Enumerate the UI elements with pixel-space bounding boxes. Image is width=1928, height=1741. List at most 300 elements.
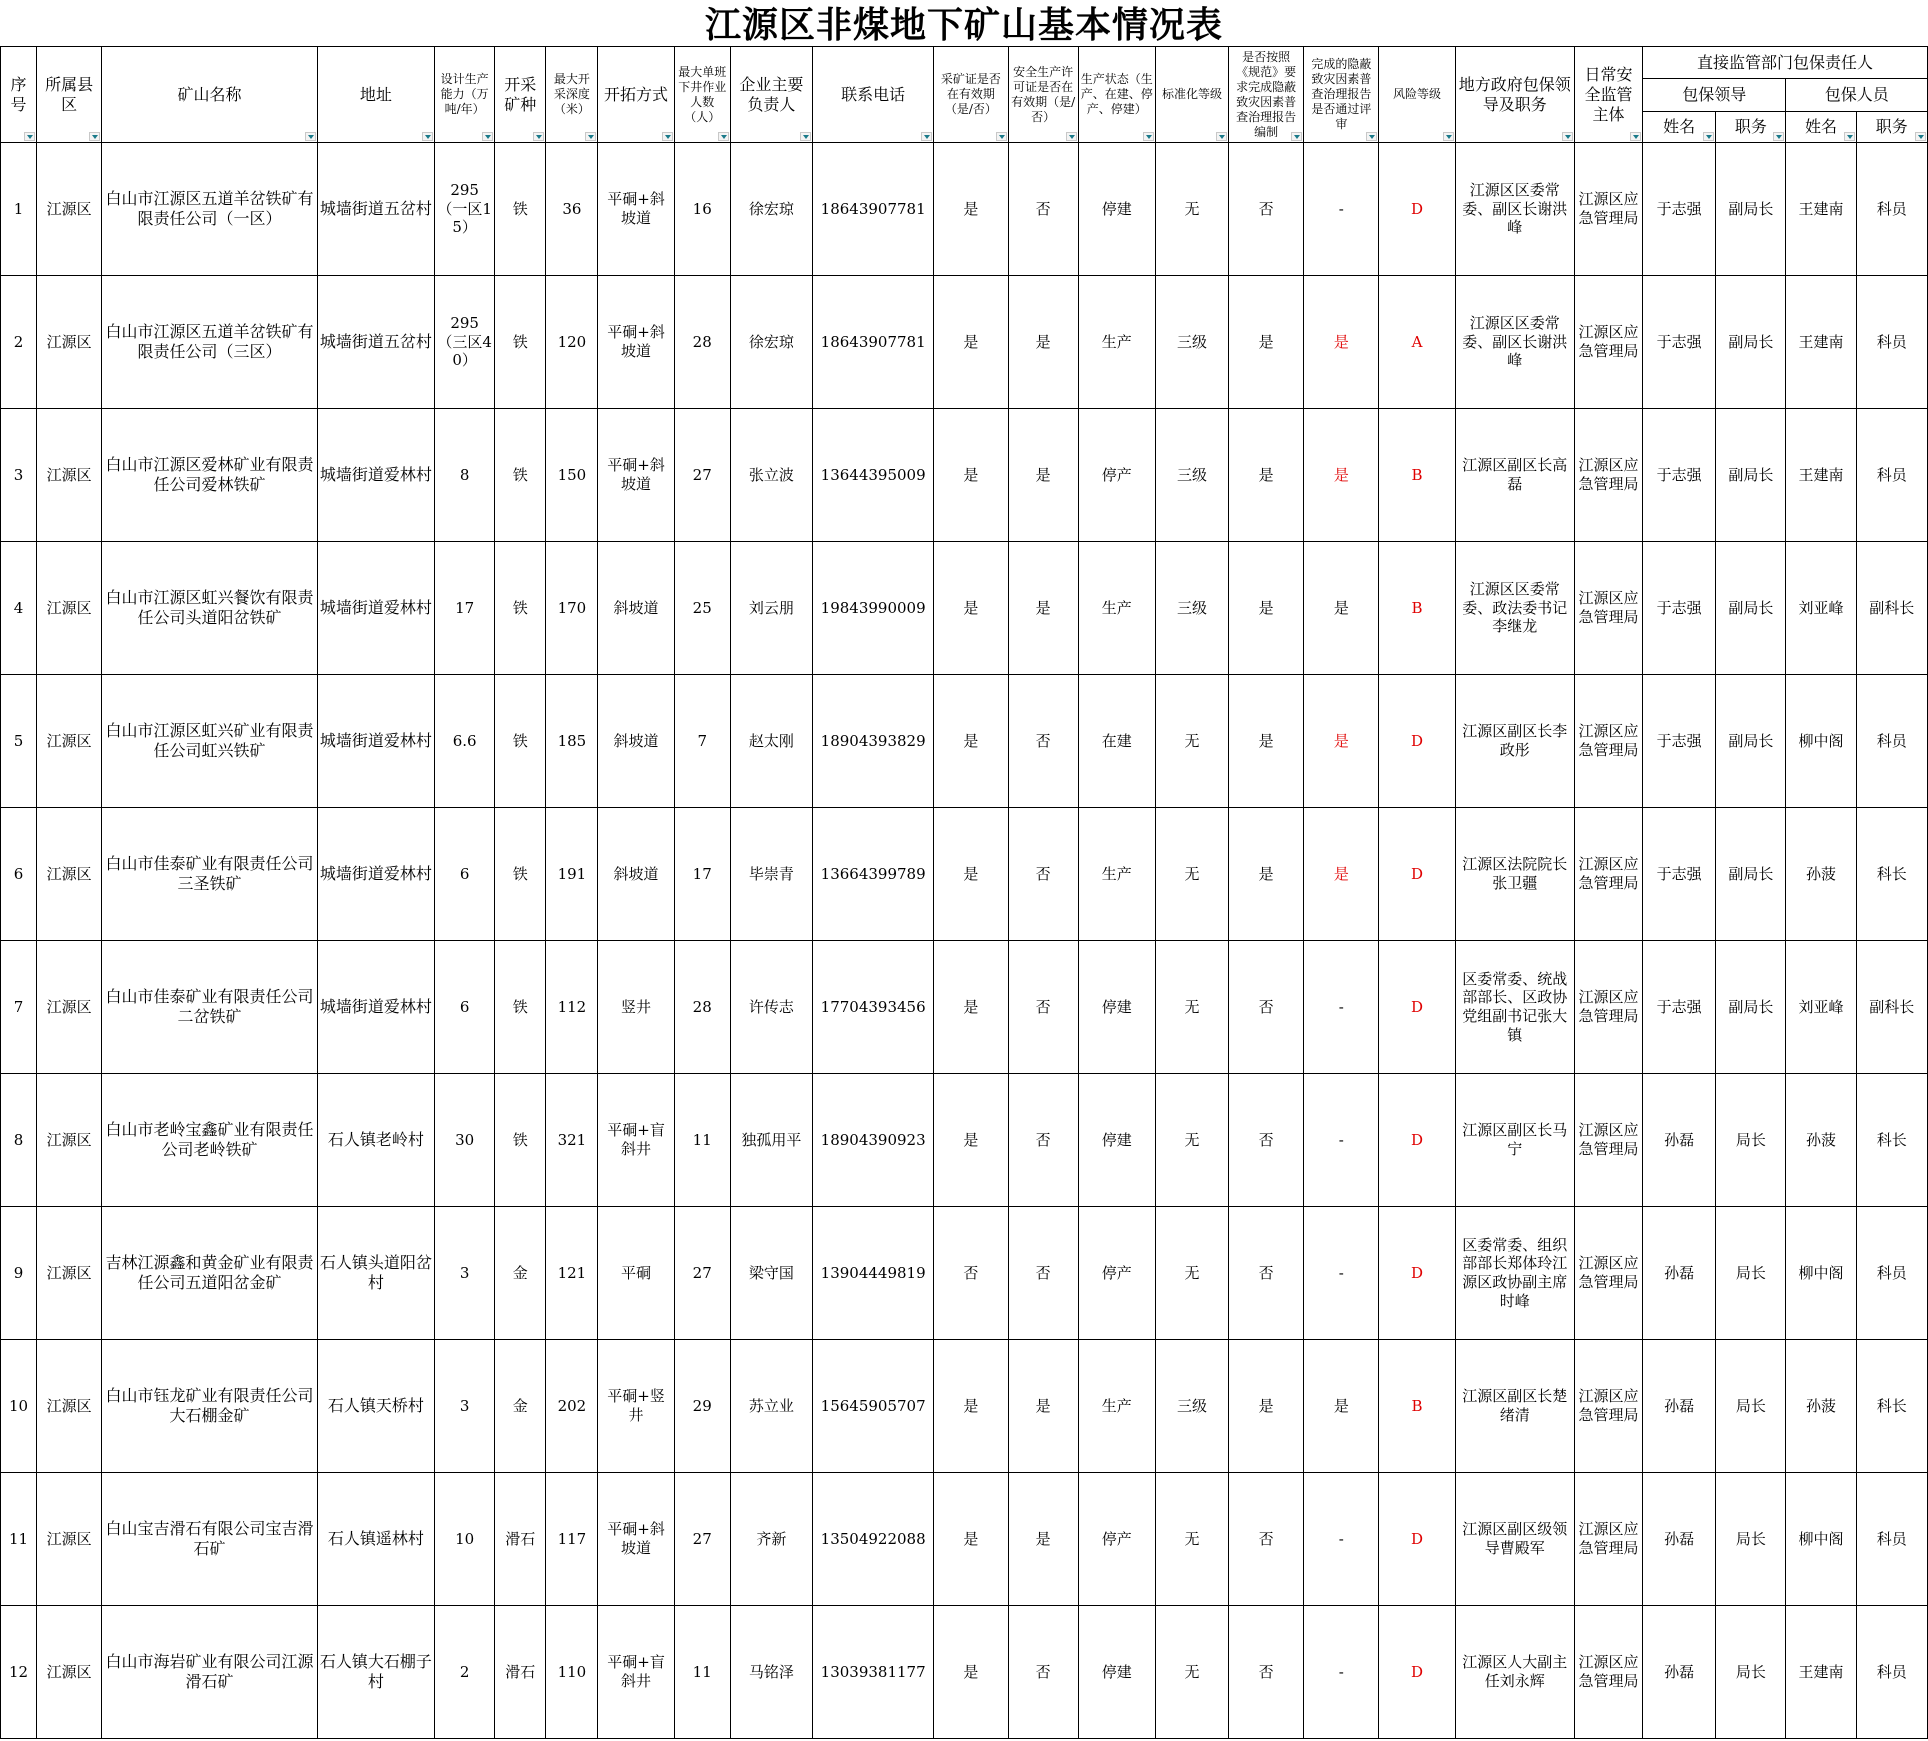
- cell-daily-safety: 江源区应急管理局: [1574, 409, 1642, 542]
- cell-staff-post: 科员: [1856, 409, 1927, 542]
- cell-review: 是: [1304, 808, 1379, 941]
- cell-daily-safety: 江源区应急管理局: [1574, 1606, 1642, 1739]
- cell-mineral: 铁: [495, 143, 546, 276]
- cell-safety-license: 否: [1008, 1606, 1078, 1739]
- cell-daily-safety: 江源区应急管理局: [1574, 808, 1642, 941]
- filter-dropdown-icon[interactable]: [305, 132, 316, 141]
- cell-status: 生产: [1078, 808, 1155, 941]
- cell-gov-leader: 江源区副区长高磊: [1455, 409, 1574, 542]
- cell-staff-name: 王建南: [1786, 1606, 1856, 1739]
- filter-dropdown-icon[interactable]: [1630, 132, 1641, 141]
- cell-status: 停产: [1078, 1207, 1155, 1340]
- cell-county: 江源区: [37, 409, 102, 542]
- header-leader-name: 姓名: [1643, 112, 1716, 143]
- cell-risk: D: [1379, 143, 1455, 276]
- filter-dropdown-icon[interactable]: [800, 132, 811, 141]
- cell-leader-name: 于志强: [1643, 808, 1716, 941]
- filter-dropdown-icon[interactable]: [89, 132, 100, 141]
- table-row: [1, 409, 1928, 542]
- header-mine-name: 矿山名称: [102, 47, 318, 143]
- cell-mineral: 铁: [495, 409, 546, 542]
- cell-seq: 11: [1, 1473, 37, 1606]
- cell-gov-leader: 江源区副区长李政彤: [1455, 675, 1574, 808]
- header-phone: 联系电话: [813, 47, 934, 143]
- cell-risk: D: [1379, 1207, 1455, 1340]
- cell-hidden-hazard: 是: [1229, 409, 1304, 542]
- cell-phone: 15645905707: [813, 1340, 934, 1473]
- cell-review: 是: [1304, 276, 1379, 409]
- table-body: [1, 143, 1928, 1739]
- cell-leader-post: 副局长: [1716, 409, 1786, 542]
- cell-staff-post: 科员: [1856, 1473, 1927, 1606]
- table-row: [1, 276, 1928, 409]
- cell-standard: 无: [1155, 808, 1228, 941]
- filter-dropdown-icon[interactable]: [1915, 132, 1926, 141]
- cell-hidden-hazard: 否: [1229, 143, 1304, 276]
- cell-hidden-hazard: 否: [1229, 1074, 1304, 1207]
- filter-dropdown-icon[interactable]: [921, 132, 932, 141]
- filter-dropdown-icon[interactable]: [718, 132, 729, 141]
- cell-hidden-hazard: 是: [1229, 542, 1304, 675]
- cell-safety-license: 否: [1008, 675, 1078, 808]
- cell-review: -: [1304, 143, 1379, 276]
- cell-status: 生产: [1078, 542, 1155, 675]
- cell-capacity: 295（三区40）: [435, 276, 495, 409]
- cell-review: 是: [1304, 409, 1379, 542]
- header-seq: 序号: [1, 47, 37, 143]
- cell-daily-safety: 江源区应急管理局: [1574, 1074, 1642, 1207]
- cell-seq: 1: [1, 143, 37, 276]
- cell-seq: 7: [1, 941, 37, 1074]
- cell-review: -: [1304, 941, 1379, 1074]
- cell-capacity: 6: [435, 808, 495, 941]
- cell-gov-leader: 江源区副区长马宁: [1455, 1074, 1574, 1207]
- cell-mine-name: 白山市老岭宝鑫矿业有限责任公司老岭铁矿: [102, 1074, 318, 1207]
- cell-seq: 8: [1, 1074, 37, 1207]
- cell-mine-name: 白山市江源区虹兴矿业有限责任公司虹兴铁矿: [102, 675, 318, 808]
- cell-gov-leader: 江源区区委常委、政法委书记李继龙: [1455, 542, 1574, 675]
- cell-risk: D: [1379, 1473, 1455, 1606]
- cell-standard: 三级: [1155, 1340, 1228, 1473]
- cell-mineral: 滑石: [495, 1606, 546, 1739]
- cell-method: 平硐+斜坡道: [598, 1473, 674, 1606]
- cell-standard: 无: [1155, 941, 1228, 1074]
- cell-gov-leader: 江源区副区级领导曹殿军: [1455, 1473, 1574, 1606]
- cell-hidden-hazard: 否: [1229, 1473, 1304, 1606]
- cell-risk: A: [1379, 276, 1455, 409]
- header-gov-leader: 地方政府包保领导及职务: [1455, 47, 1574, 143]
- cell-mineral: 铁: [495, 276, 546, 409]
- cell-staff-name: 王建南: [1786, 276, 1856, 409]
- cell-method: 斜坡道: [598, 808, 674, 941]
- header-status: 生产状态（生产、在建、停产、停建）: [1078, 47, 1155, 143]
- cell-seq: 6: [1, 808, 37, 941]
- cell-leader-name: 孙磊: [1643, 1606, 1716, 1739]
- cell-phone: 13504922088: [813, 1473, 934, 1606]
- cell-mineral: 铁: [495, 1074, 546, 1207]
- cell-mine-name: 白山市江源区五道羊岔铁矿有限责任公司（一区）: [102, 143, 318, 276]
- cell-leader-post: 局长: [1716, 1473, 1786, 1606]
- filter-dropdown-icon[interactable]: [1216, 132, 1227, 141]
- cell-mineral: 铁: [495, 808, 546, 941]
- cell-phone: 18643907781: [813, 276, 934, 409]
- cell-status: 生产: [1078, 1340, 1155, 1473]
- cell-leader-name: 孙磊: [1643, 1074, 1716, 1207]
- cell-mining-license: 否: [934, 1207, 1008, 1340]
- cell-risk: D: [1379, 941, 1455, 1074]
- cell-leader-post: 副局长: [1716, 941, 1786, 1074]
- cell-daily-safety: 江源区应急管理局: [1574, 542, 1642, 675]
- mines-table: [0, 46, 1928, 1739]
- cell-seq: 5: [1, 675, 37, 808]
- page-title: 江源区非煤地下矿山基本情况表: [704, 4, 1223, 46]
- cell-principal: 毕崇青: [730, 808, 812, 941]
- cell-mine-name: 白山市江源区爱林矿业有限责任公司爱林铁矿: [102, 409, 318, 542]
- cell-mineral: 金: [495, 1207, 546, 1340]
- cell-mining-license: 是: [934, 808, 1008, 941]
- cell-staff-name: 柳中阁: [1786, 1207, 1856, 1340]
- cell-phone: 18904390923: [813, 1074, 934, 1207]
- cell-address: 石人镇老岭村: [317, 1074, 434, 1207]
- cell-mineral: 铁: [495, 675, 546, 808]
- cell-staff-post: 科长: [1856, 1074, 1927, 1207]
- cell-phone: 13644395009: [813, 409, 934, 542]
- cell-hidden-hazard: 否: [1229, 1606, 1304, 1739]
- cell-workers: 16: [674, 143, 730, 276]
- cell-daily-safety: 江源区应急管理局: [1574, 276, 1642, 409]
- cell-mining-license: 是: [934, 1074, 1008, 1207]
- cell-mine-name: 白山市钰龙矿业有限责任公司大石棚金矿: [102, 1340, 318, 1473]
- cell-status: 生产: [1078, 276, 1155, 409]
- cell-workers: 27: [674, 409, 730, 542]
- cell-workers: 11: [674, 1606, 730, 1739]
- cell-gov-leader: 江源区副区长楚绪清: [1455, 1340, 1574, 1473]
- filter-dropdown-icon[interactable]: [1066, 132, 1077, 141]
- cell-staff-post: 副科长: [1856, 542, 1927, 675]
- filter-dropdown-icon[interactable]: [1291, 132, 1302, 141]
- cell-gov-leader: 区委常委、组织部部长郑体玲江源区政协副主席时峰: [1455, 1207, 1574, 1340]
- cell-principal: 刘云朋: [730, 542, 812, 675]
- filter-dropdown-icon[interactable]: [1366, 132, 1377, 141]
- cell-principal: 许传志: [730, 941, 812, 1074]
- cell-staff-post: 科员: [1856, 1606, 1927, 1739]
- cell-address: 城墙街道爱林村: [317, 409, 434, 542]
- cell-mineral: 铁: [495, 941, 546, 1074]
- cell-status: 停建: [1078, 143, 1155, 276]
- cell-staff-post: 科员: [1856, 675, 1927, 808]
- header-workers: 最大单班下井作业人数（人）: [674, 47, 730, 143]
- cell-gov-leader: 江源区法院院长张卫疆: [1455, 808, 1574, 941]
- cell-staff-post: 科长: [1856, 1340, 1927, 1473]
- cell-staff-post: 副科长: [1856, 941, 1927, 1074]
- cell-phone: 17704393456: [813, 941, 934, 1074]
- cell-leader-post: 局长: [1716, 1606, 1786, 1739]
- cell-depth: 112: [546, 941, 598, 1074]
- cell-staff-post: 科员: [1856, 143, 1927, 276]
- cell-status: 停产: [1078, 1473, 1155, 1606]
- cell-mining-license: 是: [934, 276, 1008, 409]
- cell-depth: 150: [546, 409, 598, 542]
- cell-hidden-hazard: 是: [1229, 276, 1304, 409]
- filter-dropdown-icon[interactable]: [1443, 132, 1454, 141]
- cell-county: 江源区: [37, 808, 102, 941]
- cell-workers: 7: [674, 675, 730, 808]
- cell-workers: 27: [674, 1473, 730, 1606]
- cell-depth: 185: [546, 675, 598, 808]
- header-review: 完成的隐蔽致灾因素普查治理报告是否通过评审: [1304, 47, 1379, 143]
- filter-dropdown-icon[interactable]: [1143, 132, 1154, 141]
- cell-leader-name: 于志强: [1643, 542, 1716, 675]
- cell-principal: 马铭泽: [730, 1606, 812, 1739]
- filter-dropdown-icon[interactable]: [585, 132, 596, 141]
- filter-dropdown-icon[interactable]: [1844, 132, 1855, 141]
- cell-safety-license: 是: [1008, 276, 1078, 409]
- cell-status: 停建: [1078, 1606, 1155, 1739]
- cell-mineral: 滑石: [495, 1473, 546, 1606]
- cell-county: 江源区: [37, 143, 102, 276]
- cell-leader-post: 局长: [1716, 1074, 1786, 1207]
- cell-review: -: [1304, 1074, 1379, 1207]
- cell-depth: 170: [546, 542, 598, 675]
- cell-leader-name: 于志强: [1643, 276, 1716, 409]
- cell-risk: D: [1379, 1074, 1455, 1207]
- header-depth: 最大开采深度（米）: [546, 47, 598, 143]
- header-principal: 企业主要负责人: [730, 47, 812, 143]
- filter-dropdown-icon[interactable]: [1703, 132, 1714, 141]
- cell-principal: 张立波: [730, 409, 812, 542]
- cell-staff-post: 科长: [1856, 808, 1927, 941]
- header-mineral: 开采矿种: [495, 47, 546, 143]
- cell-mining-license: 是: [934, 1473, 1008, 1606]
- cell-staff-post: 科员: [1856, 276, 1927, 409]
- cell-capacity: 8: [435, 409, 495, 542]
- header-safety-license: 安全生产许可证是否在有效期（是/否）: [1008, 47, 1078, 143]
- cell-mineral: 铁: [495, 542, 546, 675]
- cell-leader-name: 于志强: [1643, 143, 1716, 276]
- cell-depth: 202: [546, 1340, 598, 1473]
- filter-dropdown-icon[interactable]: [662, 132, 673, 141]
- cell-review: -: [1304, 1473, 1379, 1606]
- cell-leader-name: 孙磊: [1643, 1207, 1716, 1340]
- cell-hidden-hazard: 否: [1229, 1207, 1304, 1340]
- cell-staff-name: 柳中阁: [1786, 675, 1856, 808]
- cell-phone: 18904393829: [813, 675, 934, 808]
- cell-principal: 独孤用平: [730, 1074, 812, 1207]
- cell-seq: 9: [1, 1207, 37, 1340]
- cell-gov-leader: 区委常委、统战部部长、区政协党组副书记张大镇: [1455, 941, 1574, 1074]
- cell-seq: 2: [1, 276, 37, 409]
- cell-mining-license: 是: [934, 143, 1008, 276]
- cell-risk: D: [1379, 675, 1455, 808]
- filter-dropdown-icon[interactable]: [996, 132, 1007, 141]
- header-bao-staff: 包保人员: [1786, 79, 1928, 112]
- cell-status: 在建: [1078, 675, 1155, 808]
- cell-workers: 27: [674, 1207, 730, 1340]
- cell-county: 江源区: [37, 1473, 102, 1606]
- cell-review: 是: [1304, 1340, 1379, 1473]
- cell-seq: 12: [1, 1606, 37, 1739]
- cell-method: 平硐+斜坡道: [598, 143, 674, 276]
- table-row: [1, 1074, 1928, 1207]
- cell-hidden-hazard: 是: [1229, 808, 1304, 941]
- header-method: 开拓方式: [598, 47, 674, 143]
- table-row: [1, 808, 1928, 941]
- cell-leader-post: 局长: [1716, 1207, 1786, 1340]
- cell-leader-name: 孙磊: [1643, 1473, 1716, 1606]
- table-row: [1, 1340, 1928, 1473]
- cell-workers: 25: [674, 542, 730, 675]
- cell-hidden-hazard: 是: [1229, 675, 1304, 808]
- cell-daily-safety: 江源区应急管理局: [1574, 1207, 1642, 1340]
- cell-mine-name: 白山市海岩矿业有限公司江源滑石矿: [102, 1606, 318, 1739]
- table-row: [1, 675, 1928, 808]
- cell-safety-license: 是: [1008, 1340, 1078, 1473]
- cell-address: 城墙街道五岔村: [317, 276, 434, 409]
- cell-hidden-hazard: 否: [1229, 941, 1304, 1074]
- cell-risk: D: [1379, 1606, 1455, 1739]
- filter-dropdown-icon[interactable]: [482, 132, 493, 141]
- cell-staff-name: 柳中阁: [1786, 1473, 1856, 1606]
- cell-standard: 三级: [1155, 409, 1228, 542]
- cell-county: 江源区: [37, 1074, 102, 1207]
- header-capacity: 设计生产能力（万吨/年）: [435, 47, 495, 143]
- cell-method: 平硐+斜坡道: [598, 276, 674, 409]
- cell-phone: 13664399789: [813, 808, 934, 941]
- cell-review: 是: [1304, 542, 1379, 675]
- cell-depth: 121: [546, 1207, 598, 1340]
- cell-county: 江源区: [37, 276, 102, 409]
- cell-standard: 无: [1155, 1606, 1228, 1739]
- cell-depth: 321: [546, 1074, 598, 1207]
- cell-method: 平硐: [598, 1207, 674, 1340]
- cell-staff-name: 孙菠: [1786, 1340, 1856, 1473]
- cell-address: 城墙街道爱林村: [317, 542, 434, 675]
- header-standard: 标准化等级: [1155, 47, 1228, 143]
- table-row: [1, 1606, 1928, 1739]
- header-bao-leader: 包保领导: [1643, 79, 1786, 112]
- cell-standard: 无: [1155, 1074, 1228, 1207]
- cell-leader-post: 副局长: [1716, 542, 1786, 675]
- cell-staff-post: 科员: [1856, 1207, 1927, 1340]
- header-leader-post: 职务: [1716, 112, 1786, 143]
- cell-address: 石人镇大石棚子村: [317, 1606, 434, 1739]
- cell-county: 江源区: [37, 941, 102, 1074]
- cell-address: 城墙街道爱林村: [317, 941, 434, 1074]
- cell-risk: B: [1379, 1340, 1455, 1473]
- cell-status: 停建: [1078, 1074, 1155, 1207]
- cell-phone: 13904449819: [813, 1207, 934, 1340]
- header-staff-post: 职务: [1856, 112, 1927, 143]
- cell-depth: 191: [546, 808, 598, 941]
- header-mining-license: 采矿证是否在有效期（是/否）: [934, 47, 1008, 143]
- cell-standard: 三级: [1155, 542, 1228, 675]
- cell-capacity: 3: [435, 1207, 495, 1340]
- header-hidden-hazard: 是否按照《规范》要求完成隐蔽致灾因素普查治理报告编制: [1229, 47, 1304, 143]
- cell-seq: 10: [1, 1340, 37, 1473]
- cell-daily-safety: 江源区应急管理局: [1574, 1340, 1642, 1473]
- header-staff-name: 姓名: [1786, 112, 1856, 143]
- cell-leader-post: 副局长: [1716, 276, 1786, 409]
- cell-method: 平硐+竖井: [598, 1340, 674, 1473]
- cell-review: -: [1304, 1207, 1379, 1340]
- table-row: [1, 143, 1928, 276]
- cell-risk: D: [1379, 808, 1455, 941]
- cell-address: 石人镇头道阳岔村: [317, 1207, 434, 1340]
- cell-principal: 徐宏琼: [730, 276, 812, 409]
- cell-daily-safety: 江源区应急管理局: [1574, 143, 1642, 276]
- cell-staff-name: 孙菠: [1786, 1074, 1856, 1207]
- cell-safety-license: 否: [1008, 941, 1078, 1074]
- filter-dropdown-icon[interactable]: [1773, 132, 1784, 141]
- cell-gov-leader: 江源区区委常委、副区长谢洪峰: [1455, 276, 1574, 409]
- cell-method: 斜坡道: [598, 542, 674, 675]
- header-risk: 风险等级: [1379, 47, 1455, 143]
- cell-county: 江源区: [37, 1606, 102, 1739]
- filter-dropdown-icon[interactable]: [24, 132, 35, 141]
- cell-address: 石人镇遥林村: [317, 1473, 434, 1606]
- cell-mining-license: 是: [934, 1606, 1008, 1739]
- filter-dropdown-icon[interactable]: [1562, 132, 1573, 141]
- cell-workers: 28: [674, 941, 730, 1074]
- cell-safety-license: 是: [1008, 1473, 1078, 1606]
- cell-seq: 4: [1, 542, 37, 675]
- cell-phone: 18643907781: [813, 143, 934, 276]
- cell-gov-leader: 江源区人大副主任刘永辉: [1455, 1606, 1574, 1739]
- filter-dropdown-icon[interactable]: [533, 132, 544, 141]
- cell-mineral: 金: [495, 1340, 546, 1473]
- cell-principal: 徐宏琼: [730, 143, 812, 276]
- cell-daily-safety: 江源区应急管理局: [1574, 675, 1642, 808]
- cell-leader-name: 于志强: [1643, 675, 1716, 808]
- cell-staff-name: 王建南: [1786, 409, 1856, 542]
- cell-hidden-hazard: 是: [1229, 1340, 1304, 1473]
- header-daily-safety: 日常安全监管主体: [1574, 47, 1642, 143]
- cell-mine-name: 白山市佳泰矿业有限责任公司二岔铁矿: [102, 941, 318, 1074]
- table-row: [1, 542, 1928, 675]
- cell-workers: 11: [674, 1074, 730, 1207]
- cell-staff-name: 孙菠: [1786, 808, 1856, 941]
- cell-address: 城墙街道爱林村: [317, 675, 434, 808]
- cell-standard: 无: [1155, 675, 1228, 808]
- cell-depth: 120: [546, 276, 598, 409]
- cell-mine-name: 白山市佳泰矿业有限责任公司三圣铁矿: [102, 808, 318, 941]
- cell-phone: 19843990009: [813, 542, 934, 675]
- cell-safety-license: 否: [1008, 1074, 1078, 1207]
- cell-address: 石人镇天桥村: [317, 1340, 434, 1473]
- cell-standard: 无: [1155, 143, 1228, 276]
- cell-principal: 齐新: [730, 1473, 812, 1606]
- cell-staff-name: 刘亚峰: [1786, 542, 1856, 675]
- header-address: 地址: [317, 47, 434, 143]
- cell-safety-license: 是: [1008, 409, 1078, 542]
- cell-depth: 36: [546, 143, 598, 276]
- cell-safety-license: 否: [1008, 1207, 1078, 1340]
- cell-mining-license: 是: [934, 941, 1008, 1074]
- cell-standard: 无: [1155, 1207, 1228, 1340]
- header-county: 所属县区: [37, 47, 102, 143]
- cell-principal: 赵太刚: [730, 675, 812, 808]
- cell-county: 江源区: [37, 1207, 102, 1340]
- cell-review: -: [1304, 1606, 1379, 1739]
- cell-risk: B: [1379, 409, 1455, 542]
- filter-dropdown-icon[interactable]: [422, 132, 433, 141]
- cell-workers: 28: [674, 276, 730, 409]
- cell-gov-leader: 江源区区委常委、副区长谢洪峰: [1455, 143, 1574, 276]
- cell-risk: B: [1379, 542, 1455, 675]
- cell-depth: 117: [546, 1473, 598, 1606]
- cell-review: 是: [1304, 675, 1379, 808]
- table-row: [1, 941, 1928, 1074]
